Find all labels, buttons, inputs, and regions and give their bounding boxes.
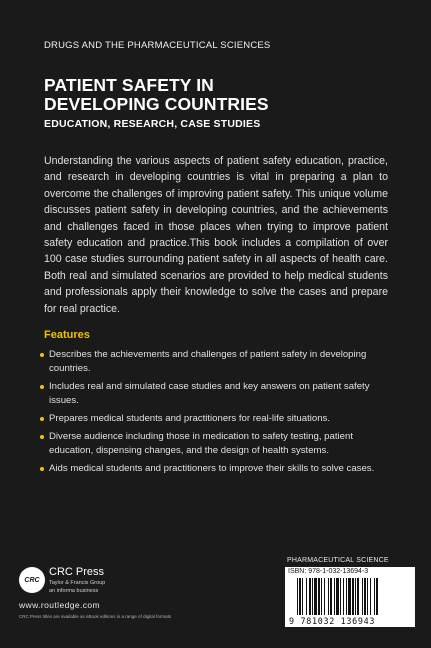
- bullet-icon: [40, 385, 44, 389]
- publisher-url[interactable]: www.routledge.com: [19, 600, 100, 610]
- barcode-bar: [299, 578, 301, 615]
- barcode-bar: [357, 578, 359, 615]
- feature-text: Diverse audience including those in medication to safety testing, patient education, dispensing changes, and the design of health systems.: [49, 431, 353, 456]
- barcode-bar: [324, 578, 325, 615]
- book-title: [44, 76, 404, 114]
- bullet-icon: [40, 435, 44, 439]
- barcode-bar: [346, 578, 347, 615]
- bullet-icon: [40, 353, 44, 357]
- book-subtitle: EDUCATION, RESEARCH, CASE STUDIES: [44, 118, 261, 130]
- bullet-icon: [40, 417, 44, 421]
- barcode-bar: [302, 578, 303, 615]
- feature-item: [40, 380, 390, 408]
- isbn-text: ISBN: 978-1-032-13694-3: [288, 568, 369, 575]
- barcode-bar: [328, 578, 329, 615]
- barcode-bar: [374, 578, 375, 615]
- feature-item: [40, 462, 390, 476]
- barcode-bar: [312, 578, 313, 615]
- ebook-footnote: CRC Press titles are available as eBook editions in a range of digital formats: [19, 614, 172, 619]
- series-title: DRUGS AND THE PHARMACEUTICAL SCIENCES: [44, 40, 271, 51]
- feature-item: [40, 430, 390, 458]
- barcode-bar: [348, 578, 351, 615]
- barcode-bar: [370, 578, 371, 615]
- subject-category: PHARMACEUTICAL SCIENCE: [287, 557, 389, 564]
- barcode-bar: [309, 578, 311, 615]
- barcode-bar: [336, 578, 339, 615]
- feature-item: [40, 348, 390, 376]
- barcode-bar: [318, 578, 320, 615]
- barcode-digits: 9 781032 136943: [289, 616, 376, 626]
- barcode-bar: [343, 578, 344, 615]
- feature-text: Aids medical students and practitioners to improve their skills to solve cases.: [49, 463, 375, 474]
- barcode-bar: [314, 578, 317, 615]
- barcode-bar: [367, 578, 368, 615]
- feature-text: Includes real and simulated case studies and key answers on patient safety issues.: [49, 381, 370, 406]
- barcode-panel: [285, 567, 415, 627]
- barcode-bar: [306, 578, 307, 615]
- features-heading: Features: [44, 329, 90, 341]
- features-list: [40, 348, 390, 480]
- barcode-bar: [321, 578, 322, 615]
- book-title-line-2: DEVELOPING COUNTRIES: [44, 94, 269, 114]
- barcode-bar: [340, 578, 341, 615]
- bullet-icon: [40, 467, 44, 471]
- book-title-line-1: PATIENT SAFETY IN: [44, 75, 214, 95]
- barcode-icon: [297, 578, 405, 615]
- book-description: Understanding the various aspects of patient safety education, practice, and research in developing countries is vital in preparing a plan to overcome the challenges of improving patient safety. This unique volume discusses patient safety in developing countries, and the achievements and challenges faced in those places when trying to improve patient safety education and practice.This book includes a compilation of over 100 case studies surrounding patient safety in all aspects of health care. Both real and simulated scenarios are provided to help medical students and professionals apply their knowledge to solve the cases and prepare for real practice.: [44, 155, 388, 315]
- barcode-bar: [352, 578, 354, 615]
- publisher-name: CRC Press: [49, 566, 105, 578]
- barcode-bar: [364, 578, 366, 615]
- barcode-bar: [355, 578, 356, 615]
- barcode-bar: [362, 578, 363, 615]
- barcode-bar: [330, 578, 332, 615]
- barcode-bar: [376, 578, 378, 615]
- publisher-informa: an informa business: [49, 588, 99, 594]
- barcode-bar: [334, 578, 335, 615]
- feature-text: Prepares medical students and practitioners for real-life situations.: [49, 413, 331, 424]
- crc-logo-icon: CRC: [19, 567, 45, 593]
- barcode-bar: [297, 578, 298, 615]
- publisher-group: Taylor & Francis Group: [49, 580, 106, 586]
- feature-text: Describes the achievements and challenges of patient safety in developing countries.: [49, 349, 367, 374]
- feature-item: [40, 412, 390, 426]
